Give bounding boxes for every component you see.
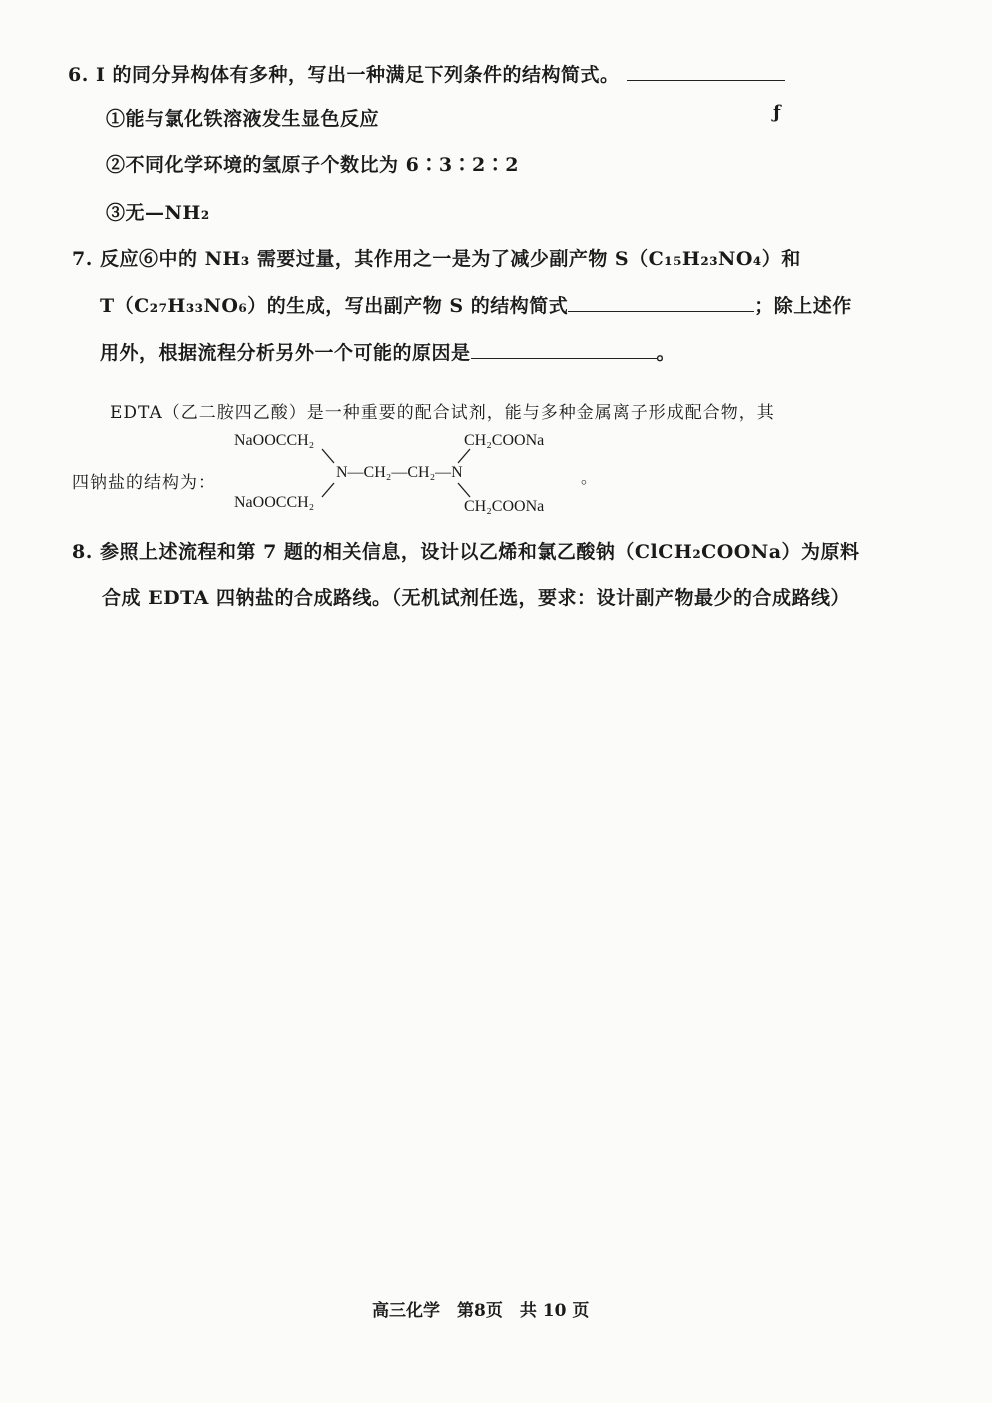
q7-line-2-text: T（C₂₇H₃₃NO₆）的生成，写出副产物 S 的结构简式 xyxy=(100,295,569,317)
edta-bottom-right-group: CH₂COONa xyxy=(464,498,545,515)
edta-intro: EDTA（乙二胺四乙酸）是一种重要的配合试剂，能与多种金属离子形成配合物，其 xyxy=(110,403,775,423)
bond-bottom-right xyxy=(458,483,470,497)
q6-answer-blank[interactable] xyxy=(627,64,785,81)
q6-condition-1: ①能与氯化铁溶液发生显色反应 xyxy=(106,108,380,130)
q8-line-1: 8. 参照上述流程和第 7 题的相关信息，设计以乙烯和氯乙酸钠（ClCH₂COONa）为原料 xyxy=(72,541,860,563)
q6-stem xyxy=(68,60,785,87)
q7-line-3-tail: 。 xyxy=(656,342,677,364)
edta-period: 。 xyxy=(581,470,598,487)
edta-bottom-left-group: NaOOCCH₂ xyxy=(234,494,315,511)
q7-line-3-text: 用外，根据流程分析另外一个可能的原因是 xyxy=(100,342,471,364)
edta-structure-label: 四钠盐的结构为： xyxy=(72,473,216,493)
q8-line-2: 合成 EDTA 四钠盐的合成路线。（无机试剂任选，要求：设计副产物最少的合成路线） xyxy=(102,587,851,609)
bond-top-left xyxy=(322,449,334,463)
handwritten-mark: ƒ xyxy=(773,102,781,123)
q7-line-3 xyxy=(100,338,676,365)
q7-s-structure-blank[interactable] xyxy=(568,295,754,312)
q6-stem-text: 6. I 的同分异构体有多种，写出一种满足下列条件的结构简式。 xyxy=(68,64,620,86)
q7-line-1: 7. 反应⑥中的 NH₃ 需要过量，其作用之一是为了减少副产物 S（C₁₅H₂₃NO₄）和 xyxy=(72,248,801,270)
edta-ethylene-bridge: N—CH₂—CH₂—N xyxy=(336,464,463,481)
q6-condition-3: ③无—NH₂ xyxy=(106,202,210,224)
bond-top-right xyxy=(458,449,470,463)
bond-bottom-left xyxy=(322,483,334,497)
page-footer: 高三化学 第8页 共 10 页 xyxy=(372,1301,590,1321)
edta-top-right-group: CH₂COONa xyxy=(464,432,545,449)
q7-reason-blank[interactable] xyxy=(471,342,657,359)
edta-structure-diagram xyxy=(226,425,598,525)
q7-line-2 xyxy=(100,291,852,318)
q6-condition-2: ②不同化学环境的氢原子个数比为 6∶3∶2∶2 xyxy=(106,154,519,176)
q7-line-2-tail: ；除上述作 xyxy=(754,295,852,317)
edta-top-left-group: NaOOCCH₂ xyxy=(234,432,315,449)
